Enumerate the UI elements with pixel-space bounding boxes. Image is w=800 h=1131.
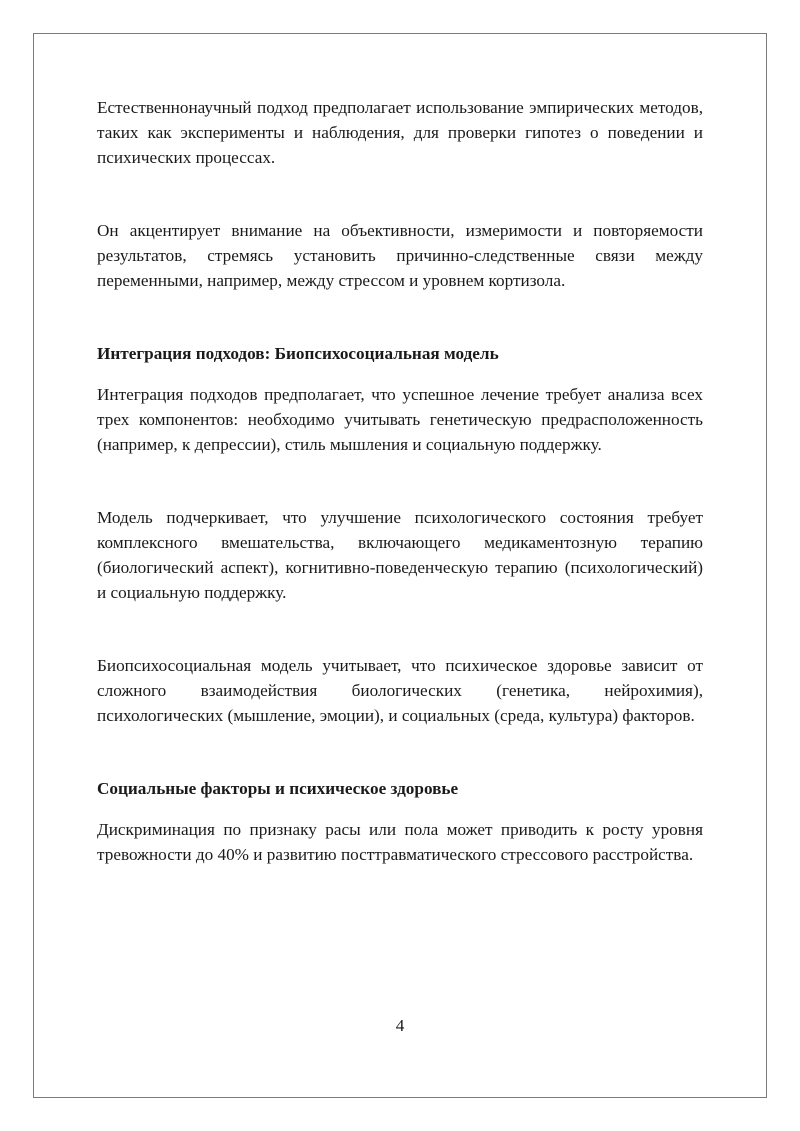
paragraph-discrimination: Дискриминация по признаку расы или пола может приводить к росту уровня тревожности до 40% и развитию посттравматического стрессового расстройства. (97, 820, 703, 864)
paragraph-objectivity: Он акцентирует внимание на объективности, измеримости и повторяемости результатов, стремясь установить причинно-следственные связи между переменными, например, между стрессом и уровнем кортизола. (97, 221, 703, 290)
paragraph-natural-science-approach: Естественнонаучный подход предполагает использование эмпирических методов, таких как эксперименты и наблюдения, для проверки гипотез о поведении и психических процессах. (97, 98, 703, 167)
paragraph-integration: Интеграция подходов предполагает, что успешное лечение требует анализа всех трех компонентов: необходимо учитывать генетическую предрасположенность (например, к депрессии), стиль мышления и социальную поддержку. (97, 385, 703, 454)
paragraph-model-emphasis: Модель подчеркивает, что улучшение психологического состояния требует комплексного вмешательства, включающего медикаментозную терапию (биологический аспект), когнитивно-поведенческую терапию (психологический) и социальную поддержку. (97, 508, 703, 602)
page-content (97, 95, 703, 867)
page-number: 4 (395, 1016, 405, 1035)
paragraph-biopsychosocial-model: Биопсихосоциальная модель учитывает, что психическое здоровье зависит от сложного взаимодействия биологических (генетика, нейрохимия), психологических (мышление, эмоции), и социальных (среда, культура) факторов. (97, 656, 703, 725)
section-heading-social-factors: Социальные факторы и психическое здоровье (97, 779, 459, 798)
section-heading-integration: Интеграция подходов: Биопсихосоциальная модель (97, 344, 499, 363)
